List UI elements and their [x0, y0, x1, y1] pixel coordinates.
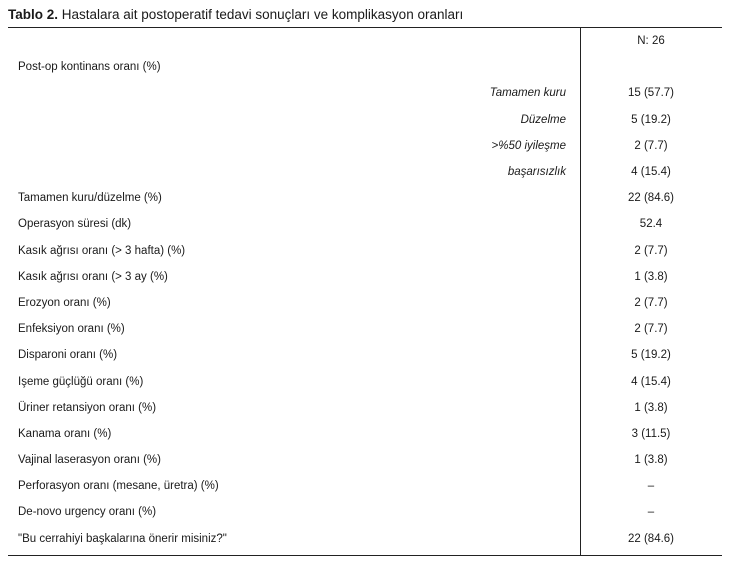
row-label: Üriner retansiyon oranı (%) [18, 401, 157, 414]
table-header-row [8, 28, 722, 54]
table-row [8, 290, 722, 316]
row-label: Perforasyon oranı (mesane, üretra) (%) [18, 480, 219, 493]
row-sublabel: Düzelme [520, 113, 566, 126]
table-row [8, 368, 722, 394]
row-label: Operasyon süresi (dk) [18, 218, 132, 231]
table-row [8, 447, 722, 473]
table-row [8, 499, 722, 525]
table-row [8, 133, 722, 159]
table-row [8, 185, 722, 211]
row-label: "Bu cerrahiyi başkalarına önerir misiniz?" [18, 532, 227, 545]
row-label: Post-op kontinans oranı (%) [18, 61, 161, 74]
table-row [8, 238, 722, 264]
row-label: Erozyon oranı (%) [18, 296, 111, 309]
row-label: Kasık ağrısı oranı (> 3 hafta) (%) [18, 244, 186, 257]
row-label: Tamamen kuru/düzelme (%) [18, 192, 162, 205]
row-value: 15 (57.7) [627, 87, 675, 100]
row-value: 4 (15.4) [631, 375, 671, 388]
table-row [8, 54, 722, 80]
row-label: Vajinal laserasyon oranı (%) [18, 454, 161, 467]
row-label: Işeme güçlüğü oranı (%) [18, 375, 144, 388]
row-value: 2 (7.7) [634, 323, 668, 336]
header-n-value: N: 26 [637, 35, 665, 48]
row-value: 22 (84.6) [627, 192, 675, 205]
row-value: 5 (19.2) [631, 113, 671, 126]
row-value: 2 (7.7) [634, 244, 668, 257]
table-row [8, 473, 722, 499]
row-label: Disparoni oranı (%) [18, 349, 118, 362]
table-row [8, 264, 722, 290]
row-value: 2 (7.7) [634, 296, 668, 309]
table-row [8, 421, 722, 447]
row-label: De-novo urgency oranı (%) [18, 506, 157, 519]
row-value: 5 (19.2) [631, 349, 671, 362]
row-value: 2 (7.7) [634, 139, 668, 152]
table-bottom-rule [8, 555, 722, 556]
table-row [8, 316, 722, 342]
table-row [8, 395, 722, 421]
row-value: 1 (3.8) [634, 401, 668, 414]
row-value: – [647, 506, 655, 519]
row-value: 22 (84.6) [627, 532, 675, 545]
row-label: Kanama oranı (%) [18, 427, 112, 440]
table-row [8, 107, 722, 133]
table-caption [8, 7, 463, 22]
row-value: 3 (11.5) [631, 427, 671, 440]
row-label: Kasık ağrısı oranı (> 3 ay (%) [18, 270, 168, 283]
table-row [8, 211, 722, 237]
row-value: 4 (15.4) [631, 166, 671, 179]
table-caption-label: Tablo 2. [8, 7, 59, 22]
row-sublabel: başarısızlık [507, 166, 566, 179]
table-row [8, 526, 722, 552]
table-row [8, 342, 722, 368]
row-sublabel: Tamamen kuru [489, 87, 566, 100]
row-value: 1 (3.8) [634, 454, 668, 467]
row-value: 1 (3.8) [634, 270, 668, 283]
table-row [8, 159, 722, 185]
table-row [8, 80, 722, 106]
row-label: Enfeksiyon oranı (%) [18, 323, 125, 336]
row-sublabel: >%50 iyileşme [491, 139, 566, 152]
row-value: – [647, 480, 655, 493]
results-table [8, 28, 722, 552]
row-value: 52.4 [639, 218, 663, 231]
table-caption-text: Hastalara ait postoperatif tedavi sonuçları ve komplikasyon oranları [58, 7, 464, 22]
